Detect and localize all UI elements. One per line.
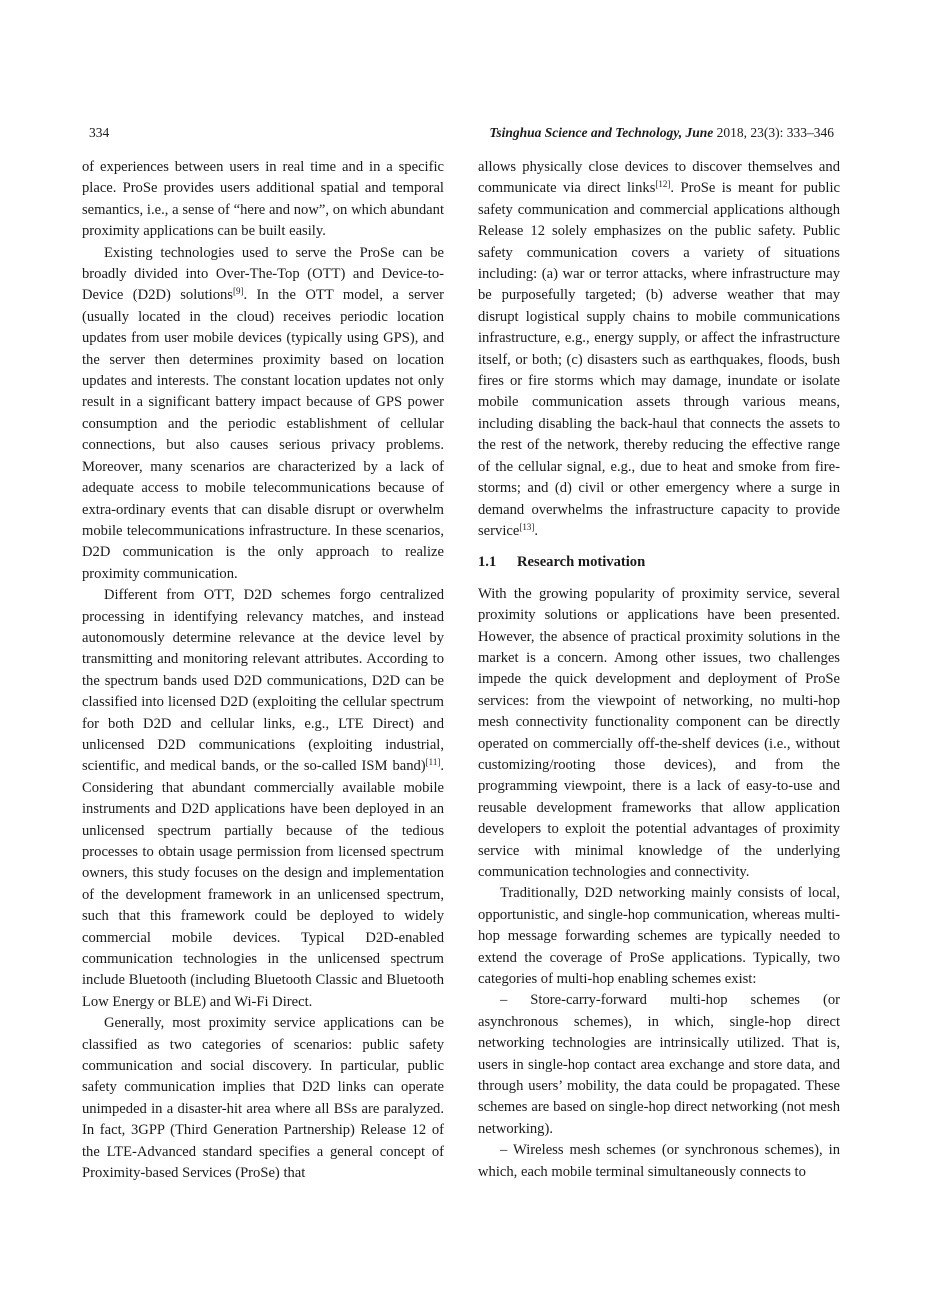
paragraph: of experiences between users in real time and in a specific place. ProSe provides users additional spatial and temporal semantics, i.e., a sense of “here and now”, on which abundant proximity applications can be built easily. (82, 159, 444, 240)
journal-issue: 2018, 23(3): 333–346 (713, 125, 834, 140)
paragraph: Traditionally, D2D networking mainly consists of local, opportunistic, and single-hop communication, whereas multi-hop message forwarding schemes are typically needed to extend the coverage of ProSe applications. Typically, two categories of multi-hop enabling schemes exist: (478, 885, 840, 988)
list-item: – Wireless mesh schemes (or synchronous schemes), in which, each mobile terminal simultaneously connects to (478, 1142, 840, 1180)
citation-ref: [11] (425, 757, 441, 768)
list-item: – Store-carry-forward multi-hop schemes (or asynchronous schemes), in which, single-hop direct networking technologies are intrinsically utilized. That is, users in single-hop contact area exchange and store data, and through users’ mobility, the data could be propagated. These schemes are based on single-hop direct networking (not mesh networking). (478, 992, 840, 1137)
citation-ref: [9] (232, 286, 244, 297)
journal-citation (489, 124, 834, 142)
paragraph: allows physically close devices to discover themselves and communicate via direct links[12]. ProSe is meant for public safety communication and commercial applications although Release 12 solely emphasizes on the public safety. Public safety communication covers a variety of situations including: (a) war or terror attacks, where infrastructure may be purposefully targeted; (b) adverse weather that may disrupt logistical supply chains to mobile communications infrastructure, e.g., energy supply, or affect the infrastructure itself, or both; (c) disasters such as earthquakes, floods, bush fires or fire storms which may damage, inundate or isolate mobile communication assets through various means, including disabling the back-haul that connects the assets to the rest of the network, thereby reducing the effective range of the cellular signal, e.g., due to heat and smoke from fire-storms; and (d) civil or other emergency where a surge in demand overwhelms the infrastructure capacity to provide service[13]. (478, 159, 840, 539)
paragraph: With the growing popularity of proximity service, several proximity solutions or applications have been presented. However, the absence of practical proximity solutions in the market is a concern. Among other issues, two challenges impede the quick development and deployment of ProSe services: from the viewpoint of networking, no multi-hop mesh connectivity functionality component can be directly operated on commercially off-the-shelf devices (i.e., without customizing/rooting those devices), and from the programming viewpoint, there is a lack of easy-to-use and reusable development frameworks that allow application developers to exploit the potential advantages of proximity service with minimal knowledge of the underlying communication technologies and connectivity. (478, 585, 840, 880)
left-column (82, 157, 444, 1185)
running-header (82, 124, 844, 142)
paragraph: Existing technologies used to serve the ProSe can be broadly divided into Over-The-Top (OTT) and Device-to-Device (D2D) solutions[9]. In the OTT model, a server (usually located in the cloud) receives periodic location updates from user mobile devices (typically using GPS), and the server then determines proximity based on location updates and interests. The constant location updates not only result in a significant battery impact because of GPS power consumption and the periodic establishment of cellular connections, but also causes serious privacy problems. Moreover, many scenarios are characterized by a lack of adequate access to mobile telecommunications because of extra-ordinary events that can disable disrupt or overwhelm mobile telecommunications infrastructure. In these scenarios, D2D communication is the only approach to realize proximity communication. (82, 244, 444, 582)
citation-ref: [13] (519, 521, 535, 532)
section-number: 1.1 (478, 554, 497, 571)
section-title: Research motivation (517, 554, 646, 571)
section-heading (478, 552, 840, 573)
journal-name: Tsinghua Science and Technology, June (489, 125, 714, 140)
paragraph: Different from OTT, D2D schemes forgo centralized processing in identifying relevancy matches, and instead autonomously determine relevance at the device level by transmitting and monitoring relevant attributes. According to the spectrum bands used D2D communications, D2D can be classified into licensed D2D (exploiting the cellular spectrum for both D2D and cellular links, e.g., LTE Direct) and unlicensed D2D communications (exploiting industrial, scientific, and medical bands, or the so-called ISM band)[11]. Considering that abundant commercially available mobile instruments and D2D applications have been deployed in an unlicensed spectrum partially because of the tedious processes to obtain usage permission from licensed spectrum owners, this study focuses on the design and implementation of the development framework in an unlicensed spectrum, such that this framework could be deployed to widely commercial mobile devices. Typical D2D-enabled communication technologies in the unlicensed spectrum include Bluetooth (including Bluetooth Classic and Bluetooth Low Energy or BLE) and Wi-Fi Direct. (82, 587, 444, 1010)
paragraph: Generally, most proximity service applications can be classified as two categories of scenarios: public safety communication and social discovery. In particular, public safety communication implies that D2D links can operate unimpeded in a disaster-hit area where all BSs are paralyzed. In fact, 3GPP (Third Generation Partnership) Release 12 of the LTE-Advanced standard specifies a general concept of Proximity-based Services (ProSe) that (82, 1015, 444, 1182)
right-column (478, 157, 840, 1183)
citation-ref: [12] (655, 179, 671, 190)
page-number: 334 (89, 125, 110, 140)
